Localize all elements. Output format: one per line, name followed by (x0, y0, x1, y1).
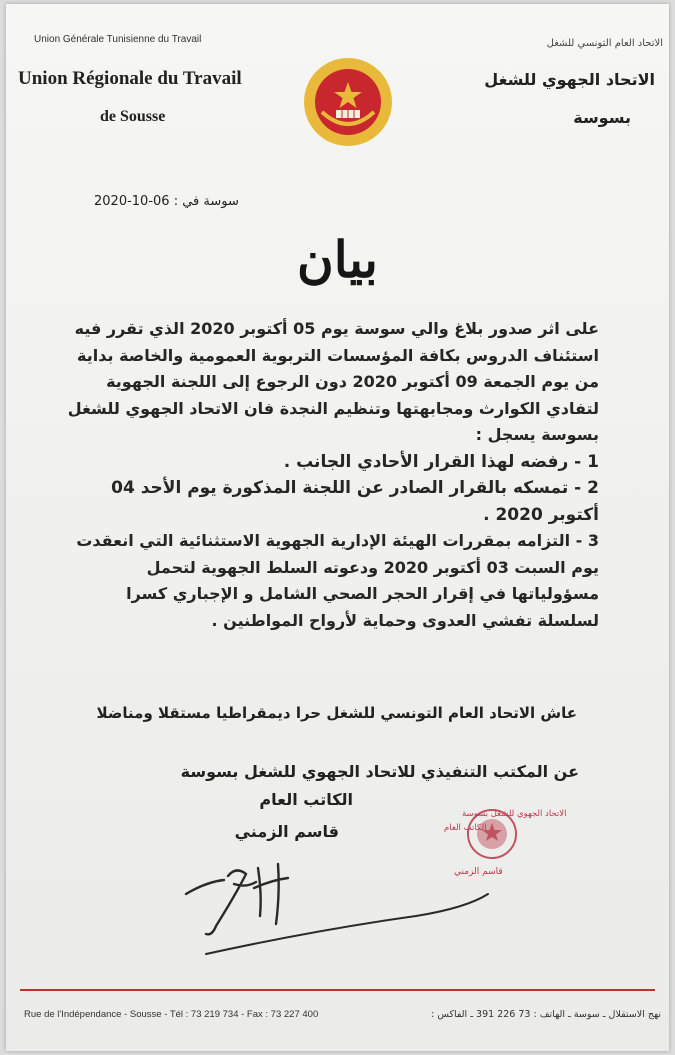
footer-address-ar: نهج الاستقلال ـ سوسة ـ الهاتف : 73 226 391 ـ الفاكس : (431, 1009, 661, 1020)
stamp-text-title: الكاتب العام (444, 823, 487, 833)
statement-heading: بيان (297, 230, 378, 289)
footer-divider (20, 989, 655, 991)
regional-union-fr-line2: de Sousse (100, 108, 166, 125)
regional-union-ar-line1: الاتحاد الجهوي للشغل (484, 70, 655, 89)
org-name-ar: الاتحاد العام التونسي للشغل (546, 38, 663, 49)
regional-union-fr-line1: Union Régionale du Travail (18, 68, 242, 89)
regional-union-ar-line2: بسوسة (573, 108, 631, 127)
stamp-text-union: الاتحاد الجهوي للشغل بسوسة (462, 809, 567, 819)
signatory-office: عن المكتب التنفيذي للاتحاد الجهوي للشغل بسوسة (180, 762, 579, 781)
statement-paragraph: على اثر صدور بلاغ والي سوسة يوم 05 أكتوبر 2020 الذي تقرر فيه استئناف الدروس بكافة المؤسسات التربوية العمومية والخاصة بداية من يوم الجمعة 09 أكتوبر 2020 دون الرجوع إلى اللجنة الجهوية لتفادي الكوارث ومجابهتها وتنظيم النجدة فان الاتحاد الجهوي للشغل بسوسة يسجل : (67, 319, 599, 444)
date-line (94, 194, 239, 209)
statement-item-1: 1 - رفضه لهذا القرار الأحادي الجانب . (283, 451, 599, 472)
ugtt-logo (302, 56, 394, 148)
letter-page (6, 4, 669, 1051)
statement-item-2: 2 - تمسكه بالقرار الصادر عن اللجنة المذكورة يوم الأحد 04 أكتوبر 2020 . (111, 478, 599, 525)
org-name-fr: Union Générale Tunisienne du Travail (34, 34, 202, 45)
closing-slogan: عاش الاتحاد العام التونسي للشغل حرا ديمقراطيا مستقلا ومناضلا (96, 704, 577, 722)
statement-item-3: 3 - التزامه بمقررات الهيئة الإدارية الجهوية الاستثنائية التي انعقدت يوم السبت 03 أكتوبر 2020 ودعوته السلط الجهوية لتحمل مسؤولياتها في إقرار الحجر الصحي الشامل و الإجباري كسرا لسلسلة تفشي العدوى وحماية لأرواح المواطنين . (76, 531, 599, 630)
footer-address-fr: Rue de l'Indépendance - Sousse - Tél : 73 219 734 - Fax : 73 227 400 (24, 1009, 319, 1020)
stamp-text-name: قاسم الزمني (454, 867, 503, 877)
statement-body (66, 316, 599, 634)
date-value: 2020-10-06 (94, 194, 170, 209)
date-label: سوسة في : (173, 194, 239, 209)
signatory-title: الكاتب العام (259, 790, 353, 809)
handwritten-signature (176, 854, 496, 964)
signatory-name: قاسم الزمني (234, 822, 339, 841)
